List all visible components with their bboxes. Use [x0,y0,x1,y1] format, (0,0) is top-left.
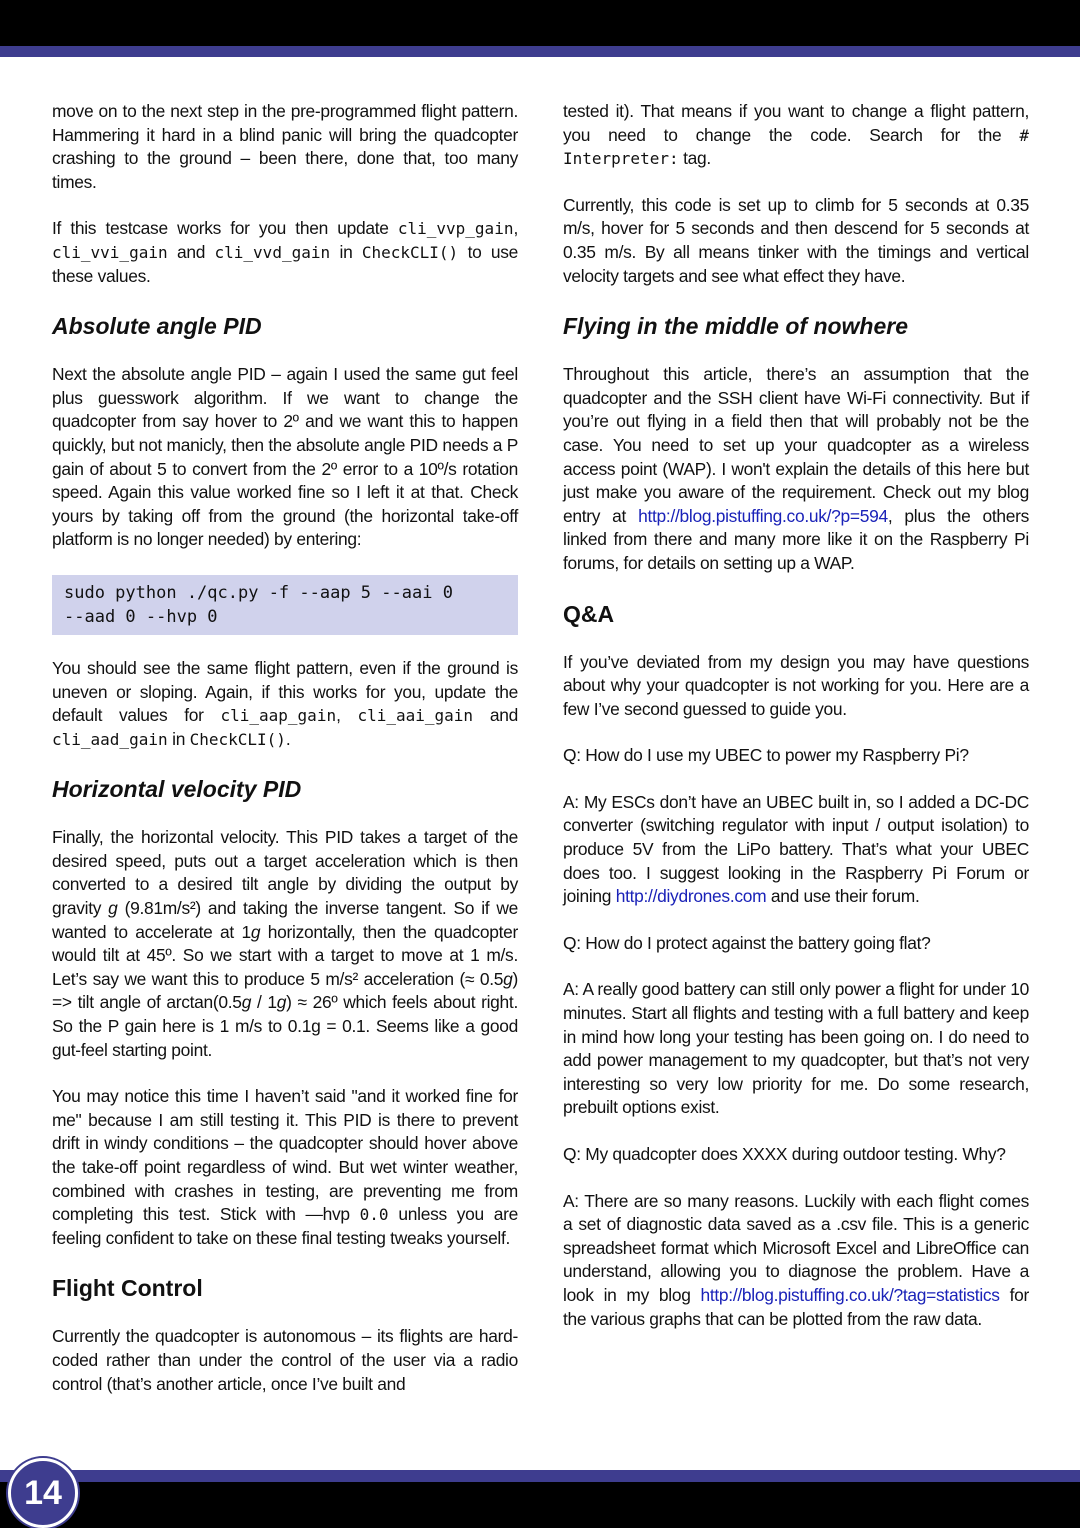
inline-code: CheckCLI() [189,729,286,749]
inline-code: # Interpreter: [563,125,1029,169]
text: horizontally, then the quadcopter would tilt at 45º. So we start with a target to move at 1 m/s. Let’s say we want this to produce 5 m/s² acceleration (≈ 0.5 [52,921,518,989]
heading-qa: Q&A [563,600,615,627]
bottom-banner [0,1482,1080,1528]
text: A: My ESCs don’t have an UBEC built in, so I added a DC-DC converter (switching regulator with input / output isolation) to produce 5V from the LiPo battery. That’s what your UBEC does too. I suggest looking in the Raspberry Pi Forum or joining [563,791,1029,907]
paragraph [52,217,518,288]
left-column [52,100,518,1419]
inline-code: cli_vvp_gain [397,219,514,239]
blog-link-wap[interactable]: http://blog.pistuffing.co.uk/?p=594 [638,505,888,526]
diydrones-link[interactable]: http://diydrones.com [615,886,767,907]
text: unless you are feeling confident to take on these final testing tweaks yourself. [52,1204,518,1248]
answer [563,791,1029,909]
code-line: sudo python ./qc.py -f --aap 5 --aai 0 [64,582,453,603]
answer [563,1190,1029,1332]
paragraph [52,657,518,751]
question: Q: How do I use my UBEC to power my Raspberry Pi? [563,745,969,766]
paragraph [52,826,518,1062]
text: to use these values. [52,241,519,286]
blog-link-statistics[interactable]: http://blog.pistuffing.co.uk/?tag=statistics [700,1284,1000,1305]
paragraph [563,363,1029,575]
paragraph [563,100,1029,171]
heading-horizontal-velocity-pid: Horizontal velocity PID [52,776,302,803]
inline-code: cli_aap_gain [220,706,337,726]
text: tag. [678,148,711,169]
inline-code: cli_vvd_gain [214,242,331,262]
italic-symbol: g [241,992,252,1013]
italic-symbol: g [276,992,287,1013]
text: Finally, the horizontal velocity. This PID takes a target of the desired speed, puts out a target acceleration which is then converted to a desired tilt angle by dividing the output by gravity [52,827,518,919]
right-column [563,100,1029,1354]
italic-symbol: g [108,898,118,919]
text: and use their forum. [766,886,920,907]
text: If this testcase works for you then update [52,218,398,239]
heading-flying-middle-of-nowhere: Flying in the middle of nowhere [563,313,909,340]
text: You should see the same flight pattern, even if the ground is uneven or sloping. Again, if this works for you, update the default values for [52,657,518,726]
text: tested it). That means if you want to change a flight pattern, you need to change the code. Search for the [563,101,1029,145]
text: . [285,728,291,749]
bottom-stripe [0,1470,1080,1482]
text: , plus the others linked from there and many more like it on the Raspberry Pi forums, for details on setting up a WAP. [563,505,1029,573]
paragraph [52,1085,518,1250]
inline-code: 0.0 [359,1205,389,1225]
inline-code: CheckCLI() [361,242,459,262]
text: in [330,241,362,262]
italic-symbol: g [503,968,513,989]
text: You may notice this time I haven’t said "and it worked fine for me" because I am still testing it. This PID is there to prevent drift in windy conditions – the quadcopter should hover above the take-off point regardless of wind. But wet winter weather, combined with crashes in testing, are preventing me from completing this test. Stick with —hvp [52,1086,518,1225]
page-number-badge: 14 [8,1458,78,1528]
answer: A: A really good battery can still only power a flight for under 10 minutes. Start all flights and testing with a full battery and keep in mind how long your testing has been going on. I do need to add power management to my quadcopter, but that’s not very interesting so very low priority for me. Do some research, prebuilt options exist. [563,979,1029,1118]
text: (9.81m/s²) and taking the inverse tangent. So if we wanted to accelerate at 1 [52,898,518,942]
code-line: --aad 0 --hvp 0 [64,606,218,627]
paragraph: Currently the quadcopter is autonomous – its flights are hard-coded rather than under the control of the user via a radio control (that’s another article, once I’ve built and [52,1326,518,1394]
paragraph: Currently, this code is set up to climb for 5 seconds at 0.35 m/s, hover for 5 seconds and then descend for 5 seconds at 0.35 m/s. By all means tinker with the timings and vertical velocity targets and see what effect they have. [563,194,1029,286]
text: Throughout this article, there’s an assumption that the quadcopter and the SSH client have Wi-Fi connectivity. But if you’re out flying in a field then that will probably not be the case. You need to set up your quadcopter as a wireless access point (WAP). I won't explain the details of this here but just make you aware of the requirement. Check out my blog entry at [563,364,1029,526]
text: / 1 [251,992,277,1013]
text: , [513,218,518,239]
italic-symbol: g [250,921,261,942]
heading-absolute-angle-pid: Absolute angle PID [52,313,262,340]
paragraph: If you’ve deviated from my design you may have questions about why your quadcopter is not working for you. Here are a few I’ve second guessed to guide you. [563,651,1029,719]
inline-code: cli_aad_gain [52,729,168,749]
heading-flight-control: Flight Control [52,1275,203,1302]
text: in [167,728,190,749]
question: Q: My quadcopter does XXXX during outdoor testing. Why? [563,1144,1006,1164]
question: Q: How do I protect against the battery going flat? [563,932,931,953]
inline-code: cli_vvi_gain [52,242,168,262]
text: and [167,241,215,262]
paragraph: Next the absolute angle PID – again I used the same gut feel plus guesswork algorithm. If we want to change the quadcopter from say hover to 2º and we want this to happen quickly, but not manicly, then the absolute angle PID needs a P gain of about 5 to convert from the 2º error to a 10º/s rotation speed. Again this value worked fine so I left it at that. Check yours by taking off from the ground (the horizontal take-off platform is no longer needed) by entering: [52,364,518,550]
text: and [473,705,518,726]
text: , [336,705,358,726]
top-banner [0,0,1080,46]
code-block [52,575,518,635]
text: ) ≈ 26º which feels about right. So the P gain here is 1 m/s to 0.1g = 0.1. Seems like a good gut-feel starting point. [52,992,518,1060]
text: A: There are so many reasons. Luckily with each flight comes a set of diagnostic data saved as a .csv file. This is a generic spreadsheet format which Microsoft Excel and LibreOffice can understand, allowing you to diagnose the problem. Have a look in my blog [563,1190,1029,1305]
text: ) => tilt angle of arctan(0.5 [52,968,518,1013]
text: for the various graphs that can be plotted from the raw data. [563,1284,1029,1329]
paragraph: move on to the next step in the pre-programmed flight pattern. Hammering it hard in a blind panic will bring the quadcopter crashing to the ground – been there, done that, too many times. [52,101,518,192]
top-stripe [0,46,1080,57]
inline-code: cli_aai_gain [357,706,474,726]
